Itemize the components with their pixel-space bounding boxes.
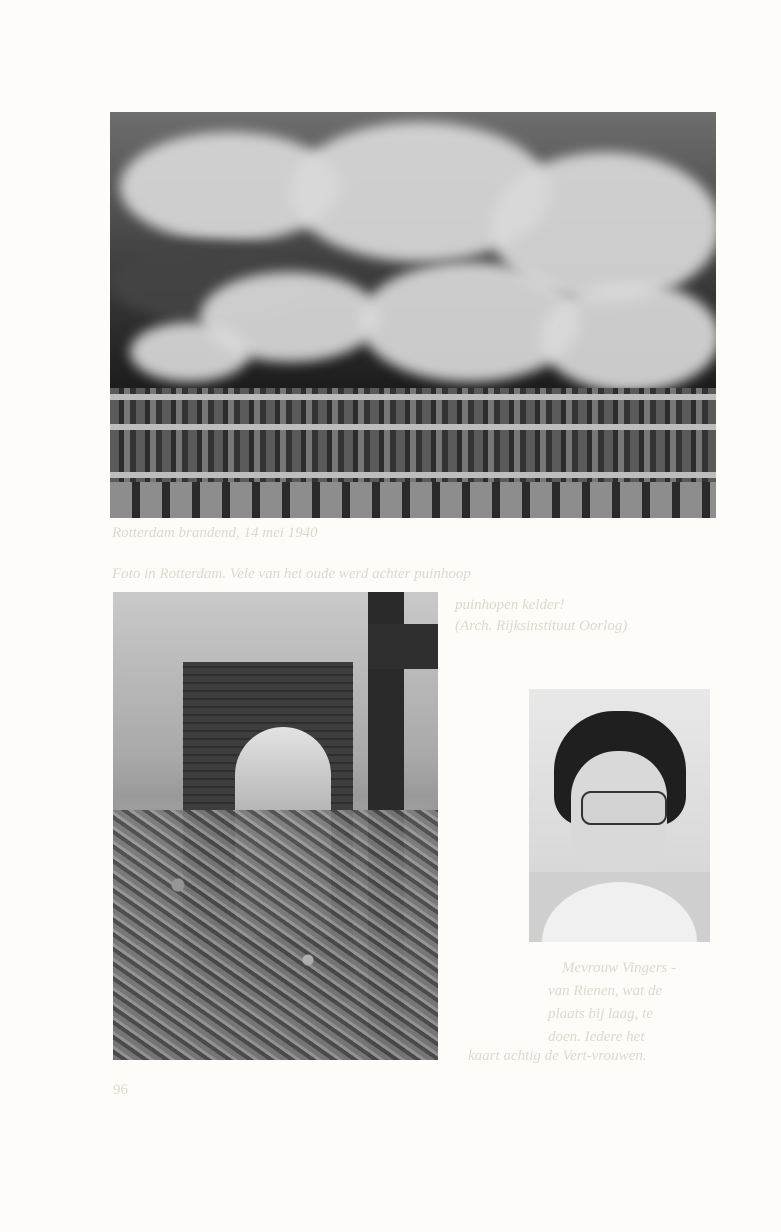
- page-number: 96: [113, 1082, 128, 1098]
- burning-city-photo: [110, 112, 716, 518]
- caption-line-three-a: puinhopen kelder!: [455, 597, 565, 613]
- portrait-caption-line-5: kaart achtig de Vert-vrouwen.: [468, 1048, 647, 1064]
- portrait-caption-line-3: plaats bij laag, te: [548, 1006, 653, 1022]
- top-photo-caption: Rotterdam brandend, 14 mei 1940: [112, 525, 318, 541]
- portrait-photo: [529, 689, 710, 942]
- portrait-caption-line-2: van Rienen, wat de: [548, 983, 663, 999]
- portrait-caption-line-1: Mevrouw Vingers -: [562, 960, 677, 976]
- caption-line-two: Foto in Rotterdam. Vele van het oude werd achter puinhoop: [112, 566, 471, 582]
- portrait-caption-line-4: doen. Iedere het: [548, 1029, 645, 1045]
- ruined-building-photo: [113, 592, 438, 1060]
- caption-line-three-b: (Arch. Rijksinstituut Oorlog): [455, 618, 628, 634]
